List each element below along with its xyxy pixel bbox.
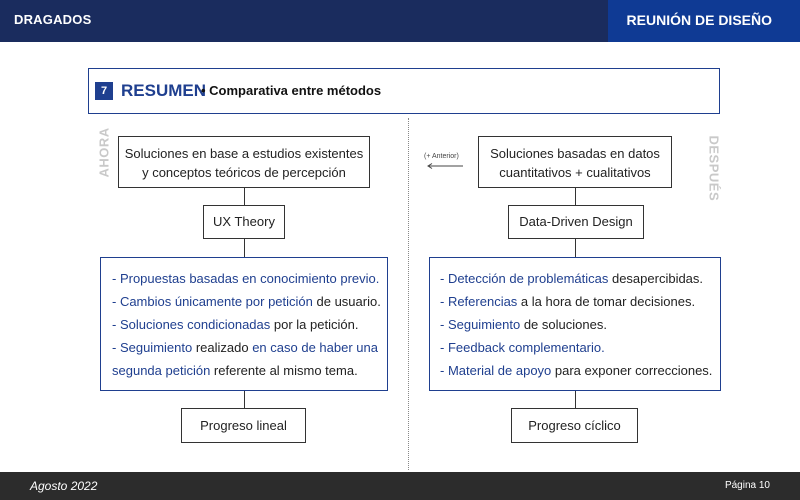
highlighted-text: segunda petición — [112, 363, 211, 378]
bullet-item — [440, 359, 720, 382]
connector — [575, 188, 576, 205]
right-method-box — [508, 205, 644, 239]
left-approach-line-1: Soluciones en base a estudios existentes — [124, 146, 364, 161]
bullet-item — [112, 336, 387, 359]
left-approach-box — [118, 136, 370, 188]
footer-bar — [0, 472, 800, 500]
section-title: RESUMEN — [121, 81, 207, 100]
highlighted-text: - Detección de problemáticas — [440, 271, 609, 286]
highlighted-text: - Cambios únicamente por petición — [112, 294, 313, 309]
column-divider — [408, 118, 409, 470]
left-method-box — [203, 205, 285, 239]
brand-label: DRAGADOS — [14, 12, 92, 27]
bullet-text: de usuario. — [312, 294, 381, 309]
page-number: Página 10 — [724, 480, 770, 491]
highlighted-text: - Material de apoyo — [440, 363, 552, 378]
bullet-item — [440, 336, 720, 359]
bullet-text: referente al mismo tema. — [210, 363, 358, 378]
highlighted-text: - Soluciones condicionadas — [112, 317, 271, 332]
bullet-item — [112, 313, 387, 336]
right-approach-line-1: Soluciones basadas en datos — [490, 146, 660, 161]
right-method-label: Data-Driven Design — [519, 214, 633, 229]
right-bullet-list — [429, 257, 721, 391]
bullet-text: realizado — [192, 340, 253, 355]
connector — [575, 391, 576, 408]
header-title: REUNIÓN DE DISEÑO — [626, 12, 772, 28]
right-approach-line-2: cuantitativos + cualitativos — [499, 165, 651, 180]
footer-date: Agosto 2022 — [30, 479, 98, 493]
connector — [244, 391, 245, 408]
section-subtitle: • Comparativa entre métodos — [201, 83, 382, 98]
highlighted-text: - Propuestas basadas en conocimiento previo. — [112, 271, 380, 286]
right-approach-box — [478, 136, 672, 188]
bullet-text: por la petición. — [270, 317, 359, 332]
right-result-label: Progreso cíclico — [528, 418, 621, 433]
previous-annotation: (+ Anterior) — [424, 153, 459, 160]
header-title-panel — [608, 0, 800, 42]
left-result-label: Progreso lineal — [200, 418, 287, 433]
highlighted-text: - Referencias — [440, 294, 518, 309]
connector — [244, 188, 245, 205]
bullet-item — [112, 359, 387, 382]
side-label-now: AHORA — [96, 127, 112, 178]
highlighted-text: - Seguimiento — [112, 340, 193, 355]
side-label-after: DESPUÉS — [706, 135, 722, 202]
bullet-item — [440, 290, 720, 313]
bullet-text: de soluciones. — [520, 317, 607, 332]
bullet-text: desapercibidas. — [608, 271, 704, 286]
left-result-box — [181, 408, 306, 443]
bullet-text: a la hora de tomar decisiones. — [517, 294, 696, 309]
highlighted-text: - Feedback complementario. — [440, 340, 605, 355]
left-bullet-list — [100, 257, 388, 391]
highlighted-text: en caso de haber una — [252, 340, 378, 355]
bullet-item — [112, 290, 387, 313]
section-heading — [88, 68, 720, 114]
right-result-box — [511, 408, 638, 443]
arrow-left-icon — [427, 163, 463, 169]
bullet-item — [440, 267, 720, 290]
left-approach-line-2: y conceptos teóricos de percepción — [142, 165, 346, 180]
connector — [575, 239, 576, 257]
bullet-item — [440, 313, 720, 336]
highlighted-text: - Seguimiento — [440, 317, 521, 332]
section-number: 7 — [95, 82, 113, 100]
bullet-text: para exponer correcciones. — [551, 363, 713, 378]
bullet-item — [112, 267, 387, 290]
left-method-label: UX Theory — [213, 214, 275, 229]
connector — [244, 239, 245, 257]
